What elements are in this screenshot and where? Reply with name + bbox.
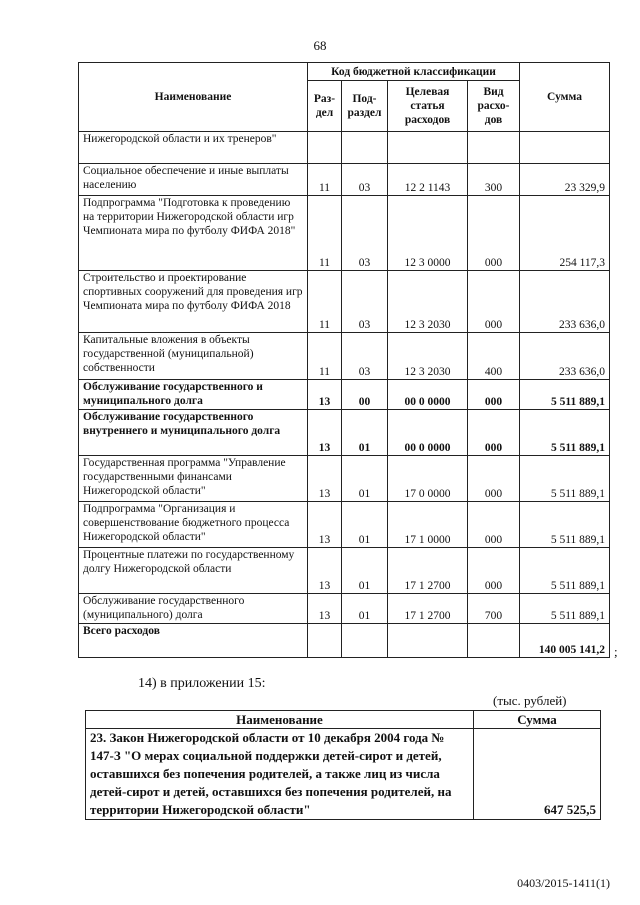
row-podrazdel (342, 132, 388, 164)
row-sum: 5 511 889,1 (520, 594, 610, 624)
row-name: Обслуживание государственного внутреннего и муниципального долга (79, 410, 308, 456)
row-razdel: 13 (308, 502, 342, 548)
budget-row (79, 624, 610, 658)
row-target: 12 3 2030 (388, 333, 468, 380)
budget-row (79, 548, 610, 594)
row-podrazdel: 01 (342, 594, 388, 624)
budget-row (79, 196, 610, 271)
row-razdel: 13 (308, 380, 342, 410)
header-vid: Вид расхо-дов (468, 81, 520, 132)
row-name: Социальное обеспечение и иные выплаты населению (79, 164, 308, 196)
row-sum: 254 117,3 (520, 196, 610, 271)
row-sum: 5 511 889,1 (520, 380, 610, 410)
appendix-row (86, 729, 601, 820)
row-vid: 000 (468, 380, 520, 410)
row-podrazdel: 03 (342, 164, 388, 196)
row-name: Строительство и проектирование спортивных сооружений для проведения игр Чемпионата мира по футболу ФИФА 2018 (79, 271, 308, 333)
row-razdel: 11 (308, 333, 342, 380)
row-vid (468, 132, 520, 164)
row-razdel: 13 (308, 548, 342, 594)
row-name: Подпрограмма "Организация и совершенствование бюджетного процесса Нижегородской области" (79, 502, 308, 548)
row-target: 12 3 2030 (388, 271, 468, 333)
row-target: 00 0 0000 (388, 410, 468, 456)
row-vid: 000 (468, 196, 520, 271)
row-podrazdel: 01 (342, 502, 388, 548)
row-target: 00 0 0000 (388, 380, 468, 410)
row-vid: 400 (468, 333, 520, 380)
appendix-table (85, 710, 601, 820)
row-podrazdel: 01 (342, 456, 388, 502)
appendix-row-sum: 647 525,5 (474, 729, 601, 820)
row-name: Обслуживание государственного и муниципального долга (79, 380, 308, 410)
row-name: Капитальные вложения в объекты государственной (муниципальной) собственности (79, 333, 308, 380)
row-name: Всего расходов (79, 624, 308, 658)
header-podrazdel: Под-раздел (342, 81, 388, 132)
budget-row (79, 410, 610, 456)
row-name: Подпрограмма "Подготовка к проведению на территории Нижегородской области игр Чемпионата мира по футболу ФИФА 2018" (79, 196, 308, 271)
appendix-row-name: 23. Закон Нижегородской области от 10 декабря 2004 года № 147-З "О мерах социальной поддержки детей-сирот и детей, оставшихся без попечения родителей, а также лиц из числа детей-сирот и детей, оставшихся без попечения родителей, на территории Нижегородской области" (86, 729, 474, 820)
row-razdel: 13 (308, 594, 342, 624)
row-target: 12 2 1143 (388, 164, 468, 196)
row-razdel: 13 (308, 456, 342, 502)
header-code-group: Код бюджетной классификации (308, 63, 520, 81)
row-name: Нижегородской области и их тренеров" (79, 132, 308, 164)
row-podrazdel: 01 (342, 410, 388, 456)
row-vid: 000 (468, 502, 520, 548)
appendix-header-sum: Сумма (474, 711, 601, 729)
row-razdel (308, 624, 342, 658)
units-label: (тыс. рублей) (493, 693, 567, 708)
trailing-semicolon: ; (614, 644, 618, 659)
row-vid: 700 (468, 594, 520, 624)
budget-row (79, 502, 610, 548)
row-target: 17 1 2700 (388, 548, 468, 594)
header-name: Наименование (79, 63, 308, 132)
header-razdel: Раз-дел (308, 81, 342, 132)
budget-row (79, 456, 610, 502)
row-razdel: 13 (308, 410, 342, 456)
row-razdel (308, 132, 342, 164)
row-vid (468, 624, 520, 658)
budget-row (79, 132, 610, 164)
budget-table (78, 62, 610, 658)
row-target (388, 132, 468, 164)
row-sum: 140 005 141,2 (520, 624, 610, 658)
row-vid: 300 (468, 164, 520, 196)
row-target: 17 1 2700 (388, 594, 468, 624)
budget-row (79, 333, 610, 380)
row-sum: 5 511 889,1 (520, 456, 610, 502)
row-podrazdel (342, 624, 388, 658)
row-podrazdel: 01 (342, 548, 388, 594)
budget-row (79, 594, 610, 624)
row-podrazdel: 03 (342, 271, 388, 333)
header-sum: Сумма (520, 63, 610, 132)
row-sum: 5 511 889,1 (520, 548, 610, 594)
row-sum: 5 511 889,1 (520, 502, 610, 548)
budget-row (79, 380, 610, 410)
row-vid: 000 (468, 548, 520, 594)
row-vid: 000 (468, 271, 520, 333)
row-sum: 5 511 889,1 (520, 410, 610, 456)
row-target (388, 624, 468, 658)
row-sum (520, 132, 610, 164)
row-name: Государственная программа "Управление государственными финансами Нижегородской области" (79, 456, 308, 502)
row-razdel: 11 (308, 164, 342, 196)
row-razdel: 11 (308, 196, 342, 271)
row-name: Процентные платежи по государственному долгу Нижегородской области (79, 548, 308, 594)
row-razdel: 11 (308, 271, 342, 333)
row-podrazdel: 00 (342, 380, 388, 410)
row-sum: 233 636,0 (520, 333, 610, 380)
row-sum: 233 636,0 (520, 271, 610, 333)
row-podrazdel: 03 (342, 333, 388, 380)
row-name: Обслуживание государственного (муниципального) долга (79, 594, 308, 624)
row-target: 12 3 0000 (388, 196, 468, 271)
document-code: 0403/2015-1411(1) (517, 876, 610, 890)
appendix-header-name: Наименование (86, 711, 474, 729)
budget-row (79, 271, 610, 333)
row-vid: 000 (468, 456, 520, 502)
row-vid: 000 (468, 410, 520, 456)
header-target: Целевая статья расходов (388, 81, 468, 132)
subheading: 14) в приложении 15: (138, 676, 266, 691)
row-sum: 23 329,9 (520, 164, 610, 196)
row-podrazdel: 03 (342, 196, 388, 271)
page-number: 68 (313, 38, 327, 53)
budget-row (79, 164, 610, 196)
row-target: 17 0 0000 (388, 456, 468, 502)
row-target: 17 1 0000 (388, 502, 468, 548)
